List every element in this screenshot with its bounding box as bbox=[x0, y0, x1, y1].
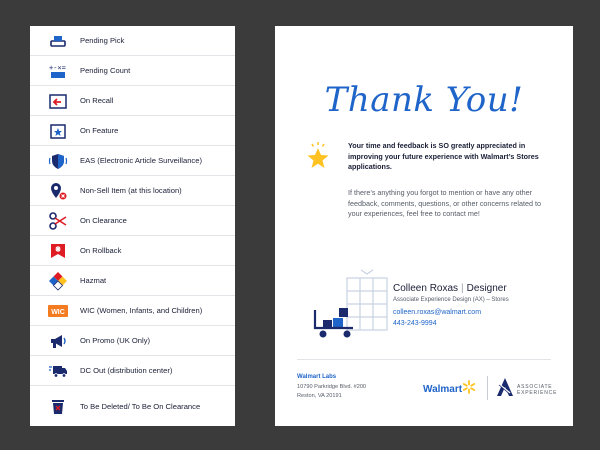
name-separator: | bbox=[461, 283, 464, 294]
legend-row-rollback bbox=[30, 236, 235, 266]
legend-row-delete bbox=[30, 386, 235, 426]
ax-mark-icon bbox=[496, 377, 514, 402]
contact-role: Designer bbox=[466, 283, 507, 294]
ax-wordmark-line2: EXPERIENCE bbox=[517, 389, 558, 396]
contact-name-line bbox=[393, 283, 507, 294]
footer-divider bbox=[297, 359, 551, 360]
address-street: 10790 Parkridge Blvd. #200 bbox=[297, 384, 367, 390]
promo-megaphone-icon bbox=[48, 331, 68, 351]
pending-count-icon bbox=[48, 61, 68, 81]
legend-label: EAS (Electronic Article Surveillance) bbox=[80, 156, 202, 165]
contact-email-link[interactable]: colleen.roxas@walmart.com bbox=[393, 309, 482, 316]
legend-label: On Rollback bbox=[80, 246, 122, 255]
legend-row-wic bbox=[30, 296, 235, 326]
legend-label: Pending Count bbox=[80, 66, 131, 75]
legend-label: Non-Sell Item (at this location) bbox=[80, 186, 182, 195]
legend-row-recall bbox=[30, 86, 235, 116]
contact-phone-link[interactable]: 443-243-9994 bbox=[393, 320, 437, 327]
legend-label: On Feature bbox=[80, 126, 119, 135]
legend-label: Hazmat bbox=[80, 276, 107, 285]
dc-out-truck-icon bbox=[48, 361, 68, 381]
legend-row-pending-pick bbox=[30, 26, 235, 56]
legend-row-pending-count bbox=[30, 56, 235, 86]
legend-row-feature bbox=[30, 116, 235, 146]
contact-name: Colleen Roxas bbox=[393, 283, 459, 294]
hazmat-icon bbox=[48, 271, 68, 291]
thank-you-title: Thank You! bbox=[324, 80, 524, 120]
address-city: Reston, VA 20191 bbox=[297, 393, 342, 399]
thank-you-card bbox=[275, 26, 573, 426]
feature-icon bbox=[48, 121, 68, 141]
walmart-wordmark: Walmart bbox=[423, 384, 463, 395]
pending-pick-icon bbox=[48, 31, 68, 51]
address-org: Walmart Labs bbox=[297, 374, 337, 380]
legend-row-non-sell bbox=[30, 176, 235, 206]
recall-icon bbox=[48, 91, 68, 111]
associate-experience-logo bbox=[496, 377, 557, 402]
walmart-spark-icon bbox=[462, 380, 476, 399]
rollback-icon bbox=[48, 241, 68, 261]
legend-row-clearance bbox=[30, 206, 235, 236]
legend-label: DC Out (distribution center) bbox=[80, 366, 173, 375]
wic-badge-text: WIC bbox=[51, 308, 65, 316]
legend-row-eas bbox=[30, 146, 235, 176]
legend-row-dc-out bbox=[30, 356, 235, 386]
wic-icon bbox=[48, 301, 68, 321]
clearance-scissors-icon bbox=[48, 211, 68, 231]
contact-invite-text: If there’s anything you forgot to mention or have any other feedback, comments, questions, or other concerns related to your experiences, feel free to contact me! bbox=[348, 188, 541, 218]
svg-text:+-×=: +-×= bbox=[49, 63, 66, 72]
star-icon bbox=[305, 142, 331, 170]
warehouse-cart-illustration bbox=[311, 268, 395, 346]
legend-row-hazmat bbox=[30, 266, 235, 296]
legend-row-promo bbox=[30, 326, 235, 356]
ax-wordmark-line1: ASSOCIATE bbox=[517, 383, 553, 390]
logo-divider bbox=[487, 376, 488, 400]
legend-label: On Clearance bbox=[80, 216, 127, 225]
eas-shield-icon bbox=[48, 151, 68, 171]
icon-legend-card bbox=[30, 26, 235, 426]
non-sell-icon bbox=[48, 181, 68, 201]
ax-wordmark bbox=[517, 384, 557, 396]
delete-bin-icon bbox=[48, 396, 68, 416]
contact-department: Associate Experience Design (AX) – Stores bbox=[393, 297, 509, 303]
legend-label: WIC (Women, Infants, and Children) bbox=[80, 306, 203, 315]
walmart-logo bbox=[423, 380, 476, 399]
legend-label: Pending Pick bbox=[80, 36, 125, 45]
legend-label: On Promo (UK Only) bbox=[80, 336, 151, 345]
legend-label: On Recall bbox=[80, 96, 114, 105]
appreciation-text: Your time and feedback is SO greatly appreciated in improving your future experience with Walmart’s Stores applications. bbox=[348, 141, 539, 171]
legend-label: To Be Deleted/ To Be On Clearance bbox=[80, 401, 201, 411]
